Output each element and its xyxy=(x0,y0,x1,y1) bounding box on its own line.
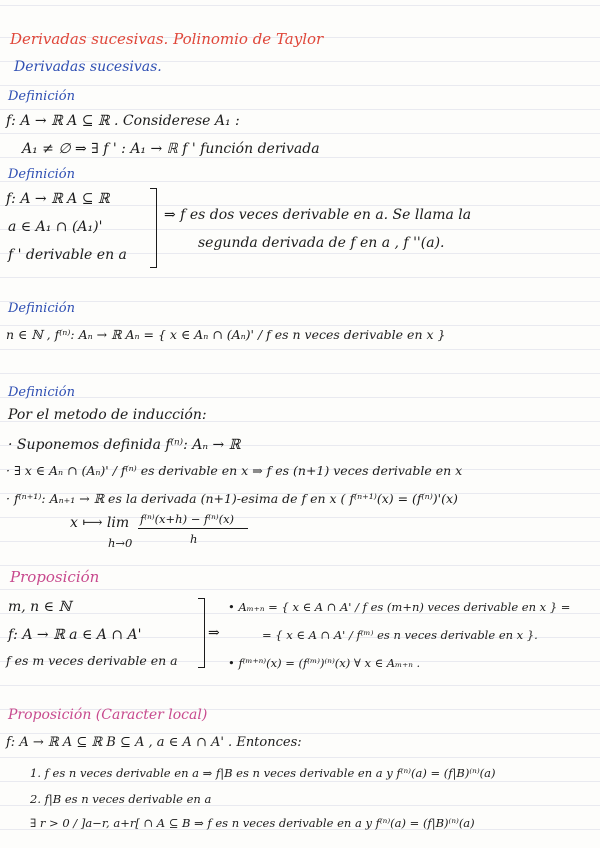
proposition-heading-2: Proposición (Caracter local) xyxy=(8,707,208,723)
proposition-2-line-1: f: A → ℝ A ⊆ ℝ B ⊆ A , a ∈ A ∩ A' . Entonces: xyxy=(6,735,302,750)
proposition-1-hyp-2: f: A → ℝ a ∈ A ∩ A' xyxy=(8,627,142,643)
proposition-1-hyp-1: m, n ∈ ℕ xyxy=(8,599,72,615)
proposition-1-hyp-3: f es m veces derivable en a xyxy=(6,653,178,668)
limit-subscript: h→0 xyxy=(108,536,133,550)
proposition-1-result-2: = { x ∈ A ∩ A' / f⁽ᵐ⁾ es n veces derivable en x }. xyxy=(262,628,538,642)
definition-2-condition-1: f: A → ℝ A ⊆ ℝ xyxy=(6,191,110,207)
section-subtitle: Derivadas sucesivas. xyxy=(14,59,162,75)
implies-arrow: ⇒ xyxy=(208,625,220,641)
limit-expression: x ⟼ lim xyxy=(70,515,130,531)
definition-2-condition-2: a ∈ A₁ ∩ (A₁)' xyxy=(8,219,103,235)
right-brace xyxy=(150,188,157,268)
definition-2-condition-3: f ' derivable en a xyxy=(8,247,127,263)
definition-3-line: n ∈ ℕ , f⁽ⁿ⁾: Aₙ → ℝ Aₙ = { x ∈ Aₙ ∩ (Aₙ)' / f es n veces derivable en x } xyxy=(6,327,446,342)
proposition-2-line-2: 1. f es n veces derivable en a ⇒ f|B es n veces derivable en a y f⁽ⁿ⁾(a) = (f|B)⁽ⁿ⁾(a) xyxy=(30,766,496,780)
definition-4-line-4: · f⁽ⁿ⁺¹⁾: Aₙ₊₁ → ℝ es la derivada (n+1)-esima de f en x ( f⁽ⁿ⁺¹⁾(x) = (f⁽ⁿ⁾)'(x) xyxy=(6,491,458,506)
proposition-2-line-3: 2. f|B es n veces derivable en a xyxy=(30,792,212,806)
proposition-heading-1: Proposición xyxy=(10,568,100,586)
definition-1-line-2: A₁ ≠ ∅ ⇒ ∃ f ' : A₁ → ℝ f ' función derivada xyxy=(22,141,320,157)
definition-heading-2: Definición xyxy=(8,167,75,182)
page-title: Derivadas sucesivas. Polinomio de Taylor xyxy=(10,30,324,48)
definition-4-line-1: Por el metodo de inducción: xyxy=(8,407,207,423)
proposition-1-result-3: • f⁽ᵐ⁺ⁿ⁾(x) = (f⁽ᵐ⁾)⁽ⁿ⁾(x) ∀ x ∈ Aₘ₊ₙ . xyxy=(228,656,421,670)
definition-heading-3: Definición xyxy=(8,301,75,316)
limit-denominator: h xyxy=(190,532,198,546)
definition-4-line-2: · Suponemos definida f⁽ⁿ⁾: Aₙ → ℝ xyxy=(8,437,241,453)
definition-2-conclusion-1: ⇒ f es dos veces derivable en a. Se llama la xyxy=(164,207,472,223)
limit-numerator: f⁽ⁿ⁾(x+h) − f⁽ⁿ⁾(x) xyxy=(140,512,235,526)
right-brace xyxy=(198,598,205,668)
definition-1-line-1: f: A → ℝ A ⊆ ℝ . Considerese A₁ : xyxy=(6,113,240,129)
definition-heading-1: Definición xyxy=(8,89,75,104)
definition-2-conclusion-2: segunda derivada de f en a , f ''(a). xyxy=(198,235,445,251)
proposition-2-line-4: ∃ r > 0 / ]a−r, a+r[ ∩ A ⊆ B ⇒ f es n veces derivable en a y f⁽ⁿ⁾(a) = (f|B)⁽ⁿ⁾(a) xyxy=(30,816,475,830)
definition-4-line-3: · ∃ x ∈ Aₙ ∩ (Aₙ)' / f⁽ⁿ⁾ es derivable en x ⇒ f es (n+1) veces derivable en x xyxy=(6,463,463,478)
proposition-1-result-1: • Aₘ₊ₙ = { x ∈ A ∩ A' / f es (m+n) veces derivable en x } = xyxy=(228,600,571,614)
fraction-bar xyxy=(138,528,248,529)
definition-heading-4: Definición xyxy=(8,385,75,400)
